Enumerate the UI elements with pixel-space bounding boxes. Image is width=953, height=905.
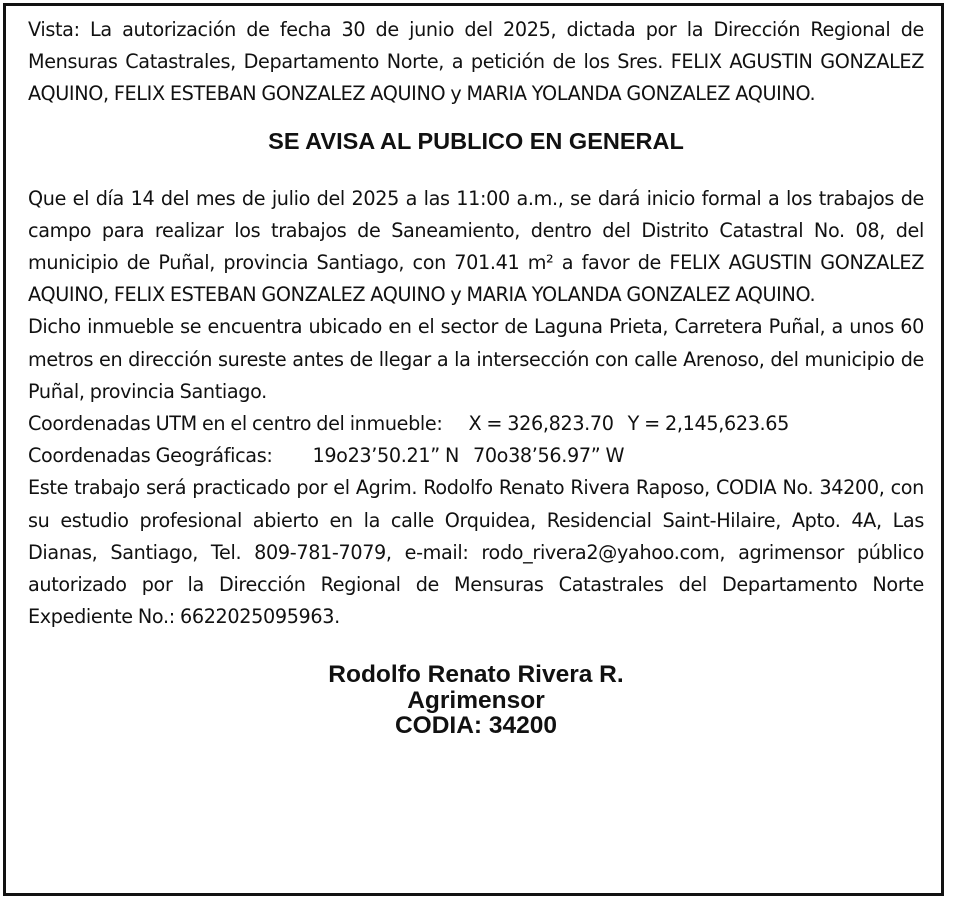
utm-label: Coordenadas UTM en el centro del inmueble:	[28, 412, 443, 436]
geographic-coordinates-line	[28, 440, 924, 472]
body-paragraph: Que el día 14 del mes de julio del 2025 a las 11:00 a.m., se dará inicio formal a los trabajos de campo para realizar los trabajos de Saneamiento, dentro del Distrito Catastral No. 08, del municipio de Puñal, provincia Santiago, con 701.41 m² a favor de FELIX AGUSTIN GONZALEZ AQUINO, FELIX ESTEBAN GONZALEZ AQUINO y MARIA YOLANDA GONZALEZ AQUINO.	[28, 186, 924, 307]
location-paragraph: Dicho inmueble se encuentra ubicado en el sector de Laguna Prieta, Carretera Puñal, a unos 60 metros en dirección sureste antes de llegar a la intersección con calle Arenoso, del municipio de Puñal, provincia Santiago.	[28, 315, 924, 403]
geo-label: Coordenadas Geográficas:	[28, 444, 273, 468]
notice-heading: SE AVISA AL PUBLICO EN GENERAL	[268, 127, 684, 154]
section-gap	[28, 157, 924, 183]
intro-paragraph: Vista: La autorización de fecha 30 de junio del 2025, dictada por la Dirección Regional de Mensuras Catastrales, Departamento Norte, a petición de los Sres. FELIX AGUSTIN GONZALEZ AQUINO, FELIX ESTEBAN GONZALEZ AQUINO y MARIA YOLANDA GONZALEZ AQUINO.	[28, 18, 924, 106]
notice-frame	[3, 3, 944, 896]
utm-y-value: Y = 2,145,623.65	[627, 412, 790, 436]
notice-content	[28, 14, 924, 739]
utm-coordinates-line	[28, 408, 924, 440]
surveyor-paragraph: Este trabajo será practicado por el Agrim. Rodolfo Renato Rivera Raposo, CODIA No. 34200, con su estudio profesional abierto en la calle Orquidea, Residencial Saint-Hilaire, Apto. 4A, Las Dianas, Santiago, Tel. 809-781-7079, e-mail: rodo_rivera2@yahoo.com, agrimensor público autorizado por la Dirección Regional de Mensuras Catastrales del Departamento Norte Expediente No.: 6622025095963.	[28, 476, 924, 629]
signature-codia: CODIA: 34200	[394, 712, 558, 740]
signature-name: Rodolfo Renato Rivera R.	[328, 661, 624, 689]
geo-latitude-value: 19o23’50.21” N	[312, 444, 459, 468]
utm-x-value: X = 326,823.70	[468, 412, 614, 436]
signature-title: Agrimensor	[407, 686, 545, 714]
geo-longitude-value: 70o38’56.97” W	[472, 444, 625, 468]
signature-block	[28, 662, 924, 739]
